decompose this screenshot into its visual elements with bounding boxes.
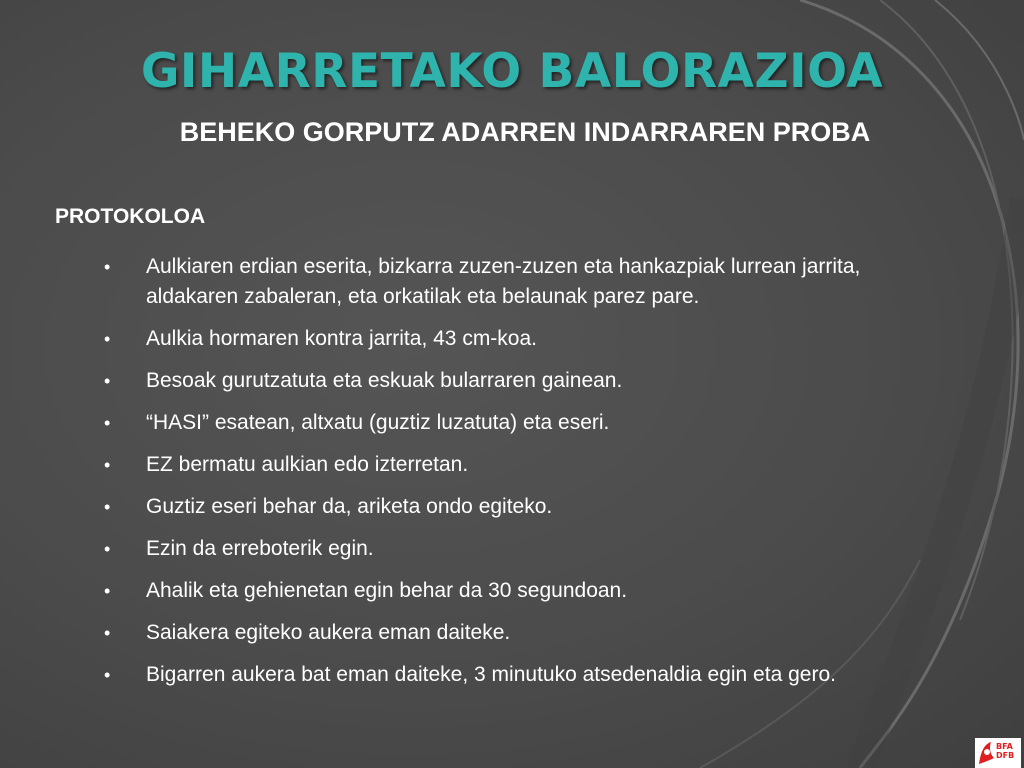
bullet-item	[104, 660, 944, 690]
bullet-text: Bigarren aukera bat eman daiteke, 3 minutuko atsedenaldia egin eta gero.	[146, 663, 836, 686]
bullet-text: Aulkia hormaren kontra jarrita, 43 cm-koa.	[146, 327, 537, 350]
bullet-text: EZ bermatu aulkian edo izterretan.	[146, 453, 469, 476]
bullet-dot-icon: •	[104, 623, 111, 643]
bullet-text: Ezin da erreboterik egin.	[146, 537, 374, 560]
bullet-item	[104, 618, 944, 648]
section-heading: PROTOKOLOA	[55, 205, 206, 228]
bullet-dot-icon: •	[104, 497, 111, 517]
bullet-item	[104, 366, 944, 396]
bullet-item	[104, 534, 944, 564]
bullet-dot-icon: •	[104, 257, 111, 277]
bullet-text: Ahalik eta gehienetan egin behar da 30 segundoan.	[146, 579, 628, 602]
bullet-dot-icon: •	[104, 581, 111, 601]
logo-line-2: DFB	[996, 751, 1015, 760]
bullet-dot-icon: •	[104, 329, 111, 349]
bullet-dot-icon: •	[104, 371, 111, 391]
bullet-item	[104, 492, 944, 522]
bullet-text: “HASI” esatean, altxatu (guztiz luzatuta) eta eseri.	[146, 411, 610, 434]
logo-text	[996, 742, 1014, 760]
slide-title: GIHARRETAKO BALORAZIOA	[140, 44, 884, 99]
bullet-item	[104, 450, 944, 480]
bullet-dot-icon: •	[104, 665, 111, 685]
bullet-text: Guztiz eseri behar da, ariketa ondo egiteko.	[146, 495, 553, 518]
bullet-dot-icon: •	[104, 539, 111, 559]
bullet-dot-icon: •	[104, 455, 111, 475]
bullet-item	[104, 576, 944, 606]
logo-line-1: BFA	[996, 742, 1013, 751]
bullet-item	[104, 252, 944, 312]
bullet-dot-icon: •	[104, 413, 111, 433]
bullet-item	[104, 408, 944, 438]
slide-subtitle: BEHEKO GORPUTZ ADARREN INDARRAREN PROBA	[179, 117, 871, 147]
bullet-text: Besoak gurutzatuta eta eskuak bularraren gainean.	[146, 369, 623, 392]
protocol-bullet-list	[104, 252, 944, 702]
bullet-text: Aulkiaren erdian eserita, bizkarra zuzen-zuzen eta hankazpiak lurrean jarrita, aldakaren zabaleran, eta orkatilak eta belaunak parez pare.	[146, 255, 861, 308]
bullet-item	[104, 324, 944, 354]
bullet-text: Saiakera egiteko aukera eman daiteke.	[146, 621, 511, 644]
